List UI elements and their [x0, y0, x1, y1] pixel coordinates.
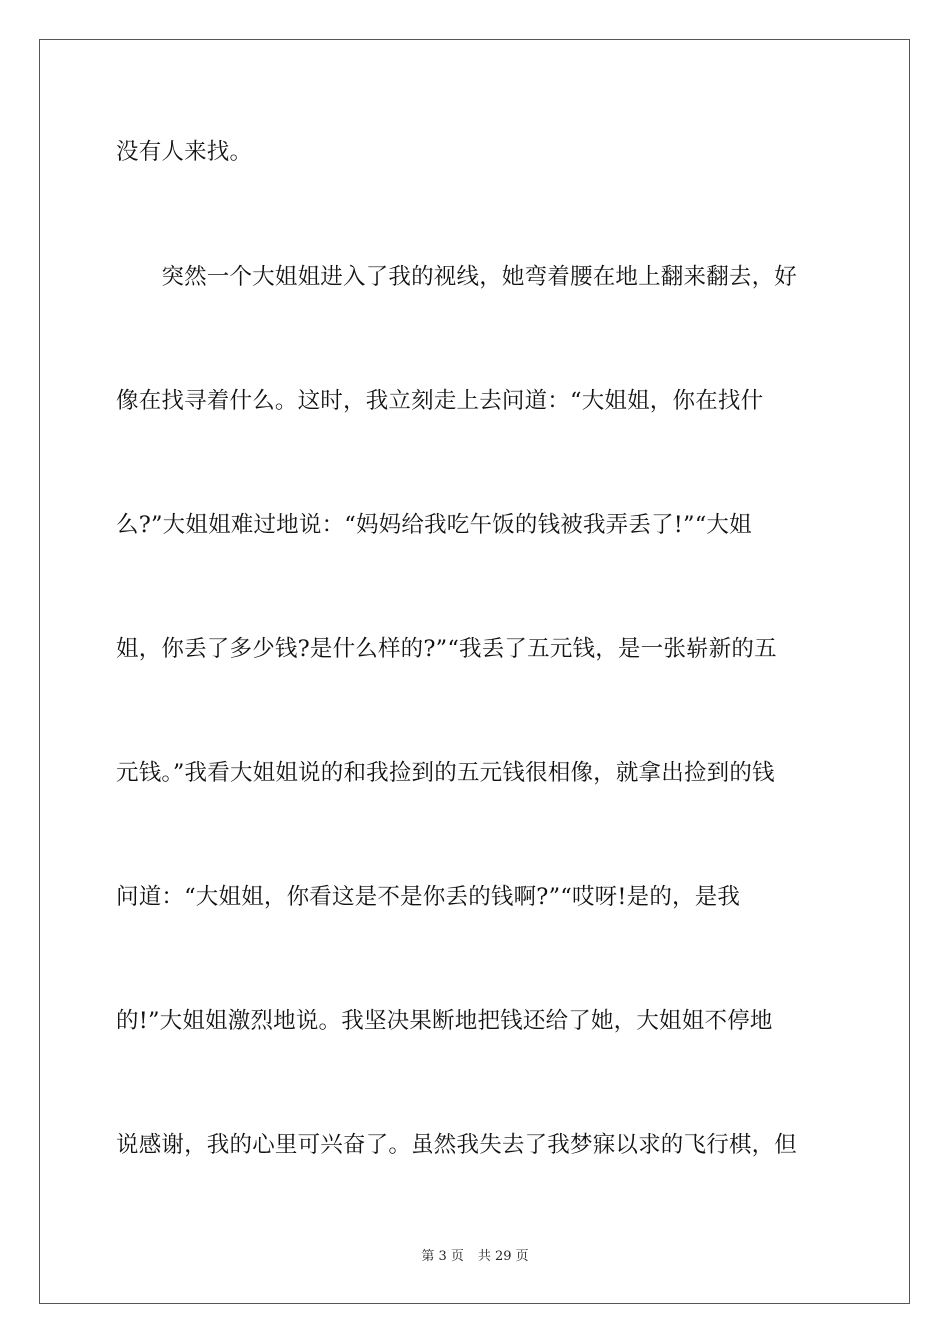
text-line-9: 说感谢，我的心里可兴奋了。虽然我失去了我梦寐以求的飞行棋，但 [116, 1132, 798, 1158]
text-line-3: 像在找寻着什么。这时，我立刻走上去问道：“大姐姐，你在找什 [116, 388, 764, 414]
text-line-5: 姐，你丢了多少钱?是什么样的?”“我丢了五元钱，是一张崭新的五 [116, 636, 777, 662]
total-pages: 共 29 页 [477, 1249, 529, 1264]
text-line-4: 么?”大姐姐难过地说：“妈妈给我吃午饭的钱被我弄丢了!”“大姐 [116, 512, 752, 538]
text-line-8: 的!”大姐姐激烈地说。我坚决果断地把钱还给了她，大姐姐不停地 [116, 1008, 773, 1034]
page-number: 第 3 页 [421, 1249, 464, 1264]
text-line-7: 问道：“大姐姐，你看这是不是你丢的钱啊?”“哎呀!是的，是我 [116, 884, 741, 910]
text-line-1: 没有人来找。 [116, 139, 253, 165]
text-line-6: 元钱。”我看大姐姐说的和我捡到的五元钱很相像，就拿出捡到的钱 [116, 760, 775, 786]
text-line-2: 突然一个大姐姐进入了我的视线，她弯着腰在地上翻来翻去，好 [116, 264, 798, 290]
page-footer [0, 1248, 950, 1266]
page-border [39, 39, 910, 1304]
